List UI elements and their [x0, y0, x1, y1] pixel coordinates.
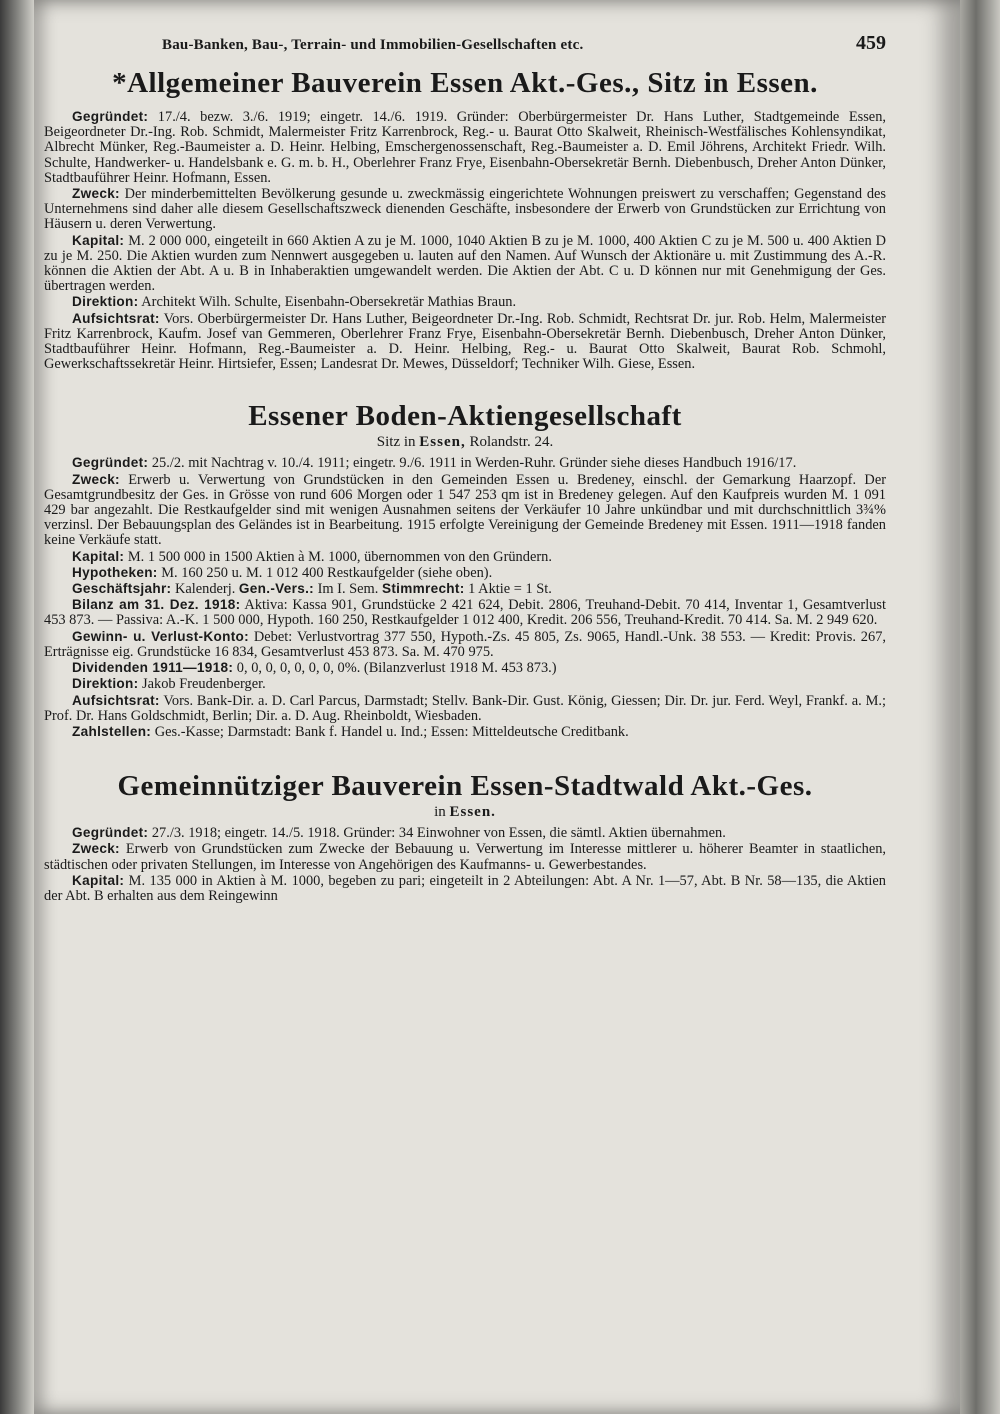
entry-gegruendet: [44, 825, 886, 841]
entry-text-gen-vers: Im I. Sem.: [314, 581, 382, 598]
entry-kapital: [44, 233, 886, 295]
entry-text: Aktiva: Kassa 901, Grundstücke 2 421 624, Debit. 2806, Treuhand-Debit. 70 414, Inventar 1, Gesamtverlust 453 873. — Passiva: A.-K. 1 500 000, Hypoth. 160 250, Restkaufgelder 1 012 400, Kredit. 206 556, Treuhand-Kredit. 70 414. Sa. M. 2 949 620.: [44, 597, 886, 629]
entry-direktion: [44, 294, 886, 310]
seat-suffix: Rolandstr. 24.: [465, 434, 554, 451]
company-section-allgemeiner-bauverein: [44, 65, 886, 372]
running-head: [44, 32, 886, 55]
entry-text: Ges.-Kasse; Darmstadt: Bank f. Handel u. Ind.; Essen: Mitteldeutsche Creditbank.: [151, 723, 629, 740]
entry-label: Bilanz am 31. Dez. 1918:: [72, 597, 241, 613]
entry-label: Dividenden 1911—1918:: [72, 660, 234, 676]
entry-label: Zahlstellen:: [72, 723, 152, 739]
entry-text: Vors. Oberbürgermeister Dr. Hans Luther, Beigeordneter Dr.-Ing. Rob. Schmidt, Rechtsrat Dr. jur. Rob. Helm, Malermeister Fritz Karrenbrock, Kaufm. Josef van Gemmeren, Oberlehrer Franz Frye, Eisenbahn-Obersekretär Bernh. Diebenbusch, Dreher Anton Dünker, Stadtbauführer Heinr. Hofmann, Reg.-Baumeister a. D. Heinr. Helbing, Reg.- u. Baurat Otto Skalweit, Baurat Rob. Schmohl, Gewerkschaftssekretär Heinr. Hirtsiefer, Essen; Landesrat Dr. Mewes, Düsseldorf; Techniker Wilh. Giese, Essen.: [44, 310, 886, 373]
entry-label: Aufsichtsrat:: [72, 310, 160, 326]
entry-geschaeftsjahr: [44, 581, 886, 597]
entry-text: M. 160 250 u. M. 1 012 400 Restkaufgelder (siehe oben).: [157, 564, 493, 581]
entry-text: Erwerb u. Verwertung von Grundstücken in den Gemeinden Essen u. Bredeney, einschl. der Gemarkung Haarzopf. Der Gesamtgrundbesitz der Ges. in Grösse von rund 606 Morgen oder 1 547 253 qm ist in Bredeney gelegen. Auf den Kaufpreis wurden M. 1 091 429 bar angezahlt. Die Restkaufgelder sind mit wenigen Ausnahmen seitens der Verkäufer 10 Jahre unkündbar und mit durchschnittlich 3¾% verzinsl. Der Bebauungsplan des Geländes ist in Bearbeitung. 1915 erfolgte Vereinigung der Gemeinde Bredeney mit Essen. 1911—1918 fanden keine Verkäufe statt.: [44, 471, 886, 549]
entry-text: 0, 0, 0, 0, 0, 0, 0, 0%. (Bilanzverlust 1918 M. 453 873.): [233, 660, 557, 677]
company-title: *Allgemeiner Bauverein Essen Akt.-Ges., Sitz in Essen.: [112, 67, 818, 99]
book-edge-right: [960, 0, 1000, 1414]
entry-label: Gewinn- u. Verlust-Konto:: [72, 628, 249, 644]
entry-text: M. 2 000 000, eingeteilt in 660 Aktien A zu je M. 1000, 1040 Aktien B zu je M. 1000, 400 Aktien C zu je M. 500 u. 400 Aktien D zu je M. 250. Die Aktien wurden zum Nennwert ausgegeben u. lauten auf den Namen. Auf Wunsch der Aktionäre u. mit Zustimmung des A.-R. können die Aktien der Abt. A u. B in Inhaberaktien umgewandelt werden. Die Aktien der Abt. C u. D können nur mit Genehmigung der Ges. übertragen werden.: [44, 232, 886, 295]
company-title: Essener Boden-Aktiengesellschaft: [248, 400, 682, 433]
entry-label-gen-vers: Gen.-Vers.:: [238, 581, 314, 597]
entry-text: Architekt Wilh. Schulte, Eisenbahn-Obersekretär Mathias Braun.: [138, 294, 517, 311]
entry-label: Kapital:: [72, 232, 125, 248]
entry-label: Geschäftsjahr:: [72, 581, 172, 597]
entry-label: Zweck:: [72, 186, 120, 202]
page-content: [44, 32, 886, 918]
entry-gegruendet: [44, 109, 886, 186]
entry-gegruendet: [44, 455, 886, 471]
running-head-text: Bau-Banken, Bau-, Terrain- und Immobilien-Gesellschaften etc.: [162, 37, 584, 53]
entry-label: Direktion:: [72, 294, 139, 310]
entry-label: Kapital:: [72, 872, 125, 888]
seat-city: Essen.: [449, 804, 496, 821]
entry-label: Kapital:: [72, 548, 125, 564]
company-title: Gemeinnütziger Bauverein Essen-Stadtwald Akt.-Ges.: [117, 770, 813, 803]
entry-text: Kalenderj.: [171, 581, 239, 598]
entry-zweck: [44, 186, 886, 233]
seat-prefix: in: [434, 804, 450, 821]
entry-text: M. 1 500 000 in 1500 Aktien à M. 1000, übernommen von den Gründern.: [124, 548, 552, 565]
entry-text: Debet: Verlustvortrag 377 550, Hypoth.-Zs. 45 805, Zs. 9065, Handl.-Unk. 38 553. — Kredit: Provis. 267, Erträgnisse eig. Grundstücke 16 834, Gesamtverlust 453 873. Sa. M. 470 975.: [44, 628, 886, 660]
entry-text: Der minderbemittelten Bevölkerung gesunde u. zweckmässig eingerichtete Wohnungen preiswert zu verschaffen; Gegenstand des Unternehmens sind daher alle diesem Gesellschaftszweck dienenden Geschäfte, insbesondere der Erwerb von Grundstücken zur Errichtung von Häusern u. deren Verwertung.: [44, 186, 886, 233]
entry-zweck: [44, 472, 886, 549]
entry-kapital: [44, 873, 886, 904]
seat-prefix: Sitz in: [376, 434, 420, 451]
entry-text: Jakob Freudenberger.: [138, 676, 266, 693]
entry-label: Direktion:: [72, 676, 139, 692]
entry-text: Vors. Bank-Dir. a. D. Carl Parcus, Darmstadt; Stellv. Bank-Dir. Gust. König, Giessen; Dir. Dr. jur. Ferd. Weyl, Frankf. a. M.; Prof. Dr. Hans Goldschmidt, Berlin; Dir. a. D. Aug. Rheinboldt, Wiesbaden.: [44, 692, 886, 724]
seat-city: Essen,: [419, 434, 466, 451]
entry-text: 25./2. mit Nachtrag v. 10./4. 1911; eingetr. 9./6. 1911 in Werden-Ruhr. Gründer siehe dieses Handbuch 1916/17.: [148, 455, 797, 472]
entry-hypotheken: [44, 565, 886, 581]
entry-kapital: [44, 549, 886, 565]
entry-text: 17./4. bezw. 3./6. 1919; eingetr. 14./6. 1919. Gründer: Oberbürgermeister Dr. Hans Luther, Stadtgemeinde Essen, Beigeordneter Dr.-Ing. Rob. Schmidt, Malermeister Fritz Karrenbrock, Reg.- u. Baurat Otto Skalweit, Rheinisch-Westfälisches Kohlensyndikat, Albrecht Münker, Reg.-Baumeister a. D. Heinr. Helbing, Emschergenossenschaft, Reg.-Baumeister a. D. Emil Jöhrens, Architekt Friedr. Wilh. Schulte, Handwerker- u. Handelsbank e. G. m. b. H., Oberlehrer Franz Frye, Eisenbahn-Obersekretär Bernh. Diebenbusch, Dreher Anton Dünker, Stadtbauführer Heinr. Hofmann, Essen.: [44, 109, 886, 186]
entry-label: Gegründet:: [72, 109, 149, 124]
entry-label: Hypotheken:: [72, 564, 158, 580]
entry-label: Zweck:: [72, 841, 120, 857]
book-binding-left: [0, 0, 34, 1414]
entry-label: Aufsichtsrat:: [72, 692, 160, 708]
company-section-essener-boden: [44, 398, 886, 740]
entry-label-stimmrecht: Stimmrecht:: [381, 581, 465, 597]
entry-label: Gegründet:: [72, 455, 149, 471]
page-number: 459: [856, 32, 886, 54]
entry-dividenden: [44, 660, 886, 676]
company-section-gemeinnuetziger-bauverein: [44, 768, 886, 904]
entry-zweck: [44, 841, 886, 872]
entry-label: Gegründet:: [72, 825, 149, 841]
entry-text: Erwerb von Grundstücken zum Zwecke der Bebauung u. Verwertung im Interesse mittlerer u. höherer Beamter in staatlichen, städtischen oder privaten Stellungen, im Interesse von Angehörigen des Kaufmanns- u. Gewerbestandes.: [44, 841, 886, 873]
company-seat: [44, 434, 886, 451]
entry-text: 27./3. 1918; eingetr. 14./5. 1918. Gründer: 34 Einwohner von Essen, die sämtl. Aktien übernahmen.: [148, 825, 726, 842]
entry-aufsichtsrat: [44, 311, 886, 373]
entry-aufsichtsrat: [44, 693, 886, 724]
entry-label: Zweck:: [72, 471, 120, 487]
entry-direktion: [44, 676, 886, 692]
entry-text: M. 135 000 in Aktien à M. 1000, begeben zu pari; eingeteilt in 2 Abteilungen: Abt. A Nr. 1—57, Abt. B Nr. 58—135, die Aktien der Abt. B erhalten aus dem Reingewinn: [44, 872, 886, 904]
company-seat: [44, 804, 886, 821]
entry-bilanz: [44, 597, 886, 628]
entry-gewinn-verlust: [44, 629, 886, 660]
entry-text-stimmrecht: 1 Aktie = 1 St.: [464, 581, 552, 598]
entry-zahlstellen: [44, 724, 886, 740]
